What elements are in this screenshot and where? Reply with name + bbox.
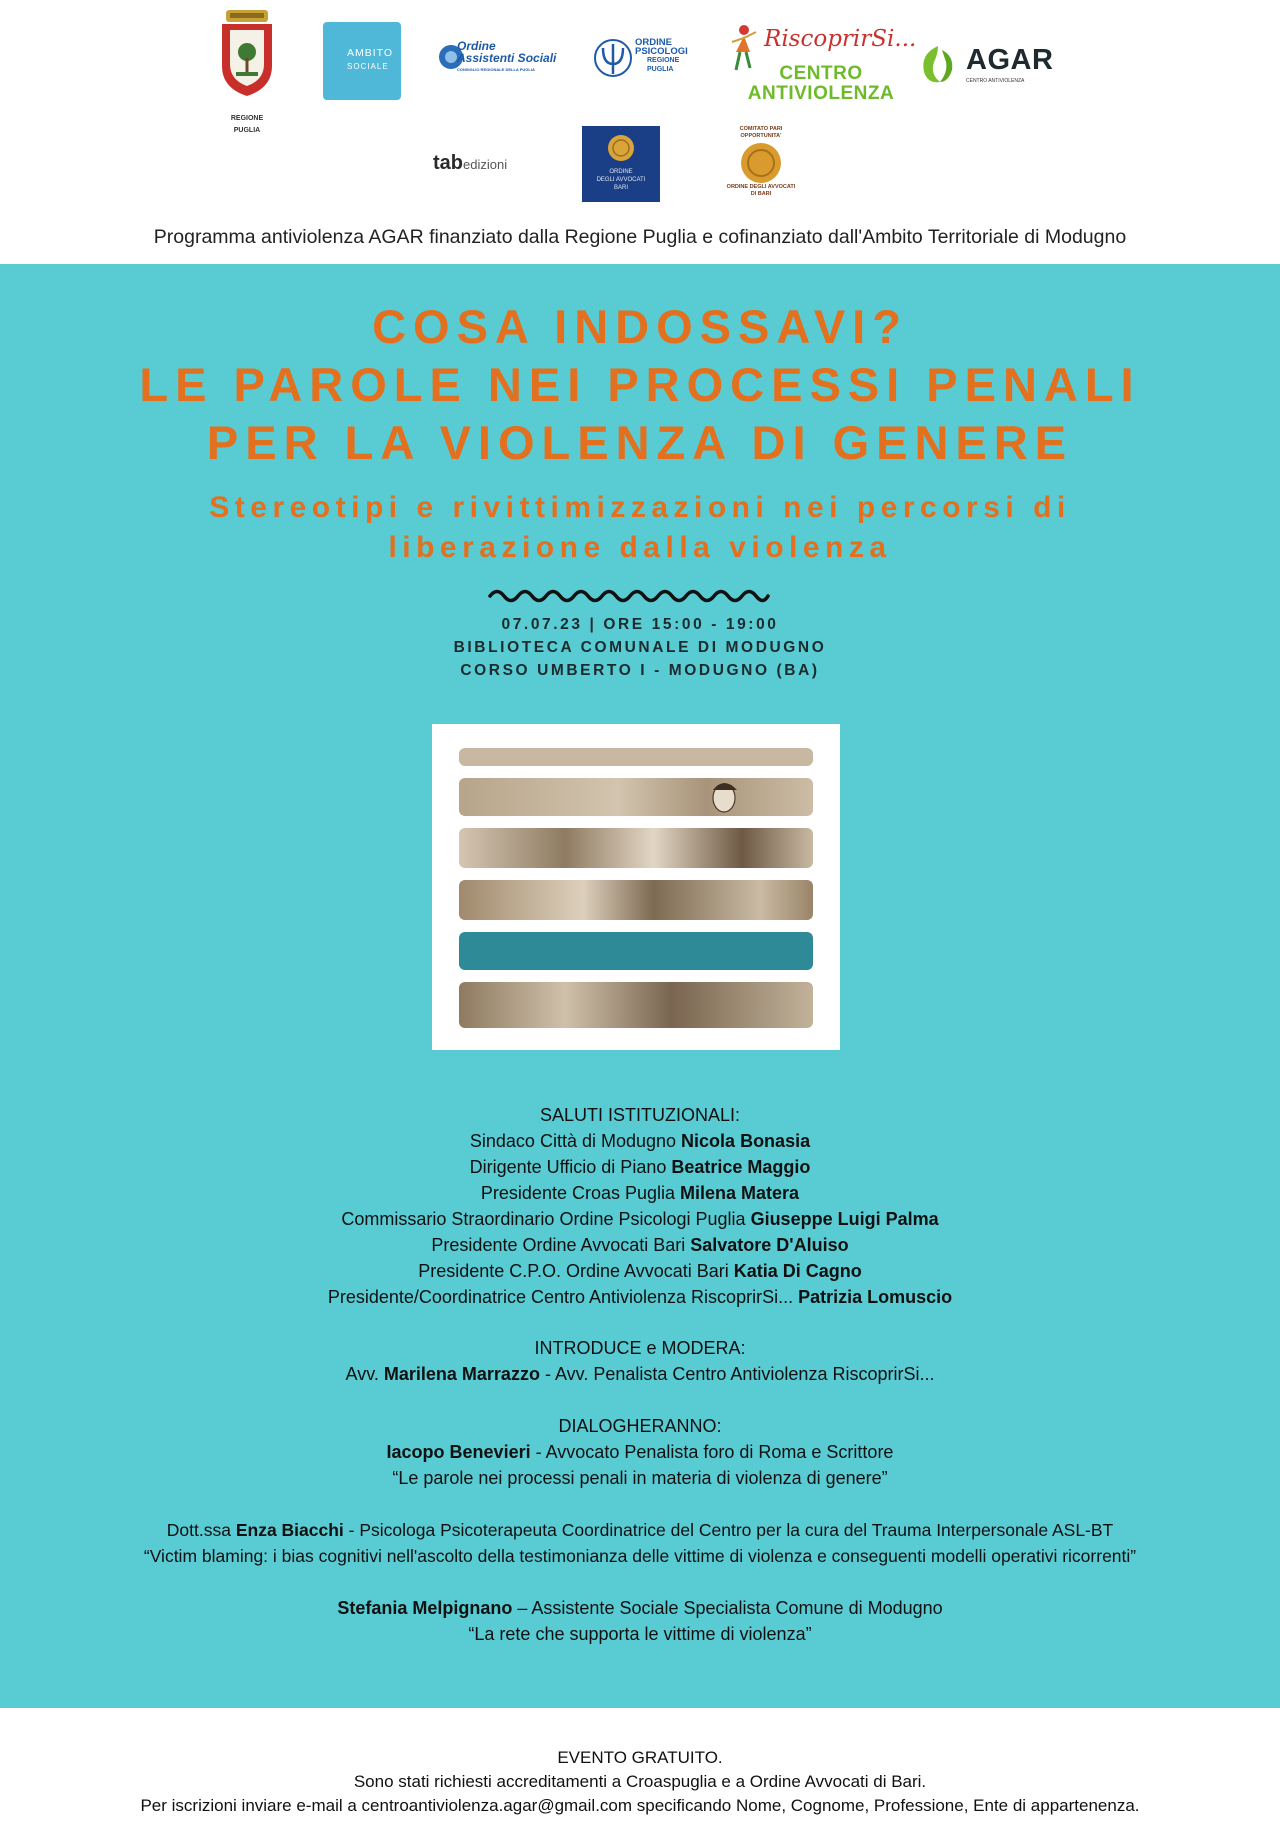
ordine-assistenti-sociali-logo (437, 40, 562, 80)
title-line1: COSA INDOSSAVI? (372, 300, 908, 353)
artwork-strip-3 (459, 828, 813, 868)
saluti-name: Giuseppe Luigi Palma (750, 1209, 939, 1229)
saluti-heading: SALUTI ISTITUZIONALI: (539, 1105, 741, 1125)
riscoprirsi-line2: ANTIVIOLENZA (747, 83, 895, 104)
saluti-role: Presidente C.P.O. Ordine Avvocati Bari (418, 1261, 729, 1281)
speaker-prefix: Dott.ssa (166, 1520, 231, 1540)
regione-puglia-logo (216, 8, 278, 134)
saluti-item (0, 1284, 1280, 1310)
psicologi-line3: REGIONE (647, 57, 680, 64)
saluti-role: Commissario Straordinario Ordine Psicologi Puglia (341, 1209, 746, 1229)
saluti-role: Presidente Ordine Avvocati Bari (431, 1235, 686, 1255)
ordine-psicologi-logo (593, 32, 701, 84)
speaker-name: Iacopo Benevieri (386, 1442, 531, 1462)
modera-line (0, 1361, 1280, 1387)
modera-name: Marilena Marrazzo (383, 1364, 540, 1384)
saluti-item (0, 1128, 1280, 1154)
cpo-seal-icon (740, 142, 782, 184)
tab-edizioni-logo (433, 152, 529, 178)
event-venue: BIBLIOTECA COMUNALE DI MODUGNO (453, 639, 827, 656)
cpo-line2: OPPORTUNITA' (740, 133, 782, 139)
saluti-name: Milena Matera (680, 1183, 800, 1203)
artwork-strip-2 (459, 778, 813, 816)
speaker-talk: “Victim blaming: i bias cognitivi nell'ascolto della testimonianza delle vittime di violenza e conseguenti modelli operativi ricorrenti” (143, 1546, 1137, 1566)
title-line2: LE PAROLE NEI PROCESSI PENALI (139, 358, 1141, 411)
speaker-role: – Assistente Sociale Specialista Comune di Modugno (517, 1598, 943, 1618)
speaker-role: - Psicologa Psicoterapeuta Coordinatrice del Centro per la cura del Trauma Interpersonale ASL-BT (348, 1520, 1114, 1540)
artwork-strip-6 (459, 982, 813, 1028)
funding-statement: Programma antiviolenza AGAR finanziato dalla Regione Puglia e cofinanziato dall'Ambito Territoriale di Modugno (153, 226, 1127, 248)
cpo-avvocati-logo (710, 126, 812, 200)
artwork-frame (432, 724, 840, 1050)
tab-light: edizioni (463, 157, 508, 172)
subtitle-line1: Stereotipi e rivittimizzazioni nei percorsi di (209, 491, 1071, 524)
artwork-strip-4 (459, 880, 813, 920)
assistenti-line1: Ordine (457, 39, 496, 53)
cpo-line4: DI BARI (750, 191, 772, 197)
saluti-role: Presidente Croas Puglia (480, 1183, 676, 1203)
saluti-item (0, 1258, 1280, 1284)
event-address: CORSO UMBERTO I - MODUGNO (BA) (460, 662, 820, 679)
saluti-item (0, 1180, 1280, 1206)
regione-line2: PUGLIA (233, 127, 261, 134)
avvocati-line3: BARI (613, 185, 628, 191)
saluti-item (0, 1232, 1280, 1258)
saluti-name: Patrizia Lomuscio (798, 1287, 953, 1307)
regione-line1: REGIONE (230, 115, 264, 122)
regione-puglia-crest-icon (216, 8, 278, 100)
footer-line2: Sono stati richiesti accreditamenti a Croaspuglia e a Ordine Avvocati di Bari. (353, 1772, 927, 1791)
saluti-name: Salvatore D'Aluiso (690, 1235, 849, 1255)
logo-header (0, 0, 1280, 264)
event-datetime: 07.07.23 | ORE 15:00 - 19:00 (501, 616, 779, 633)
speaker-line (0, 1517, 1280, 1543)
artwork-strip-1 (459, 748, 813, 766)
subtitle-line2: liberazione dalla violenza (388, 531, 892, 564)
avvocati-seal-icon (607, 134, 635, 162)
avvocati-line2: DEGLI AVVOCATI (596, 177, 646, 183)
speaker-role: - Avvocato Penalista foro di Roma e Scrittore (535, 1442, 894, 1462)
psicologi-line1: ORDINE (635, 37, 672, 48)
ambito-line2: SOCIALE (347, 62, 389, 71)
cpo-line1: COMITATO PARI (739, 126, 783, 132)
riscoprirsi-logo (724, 22, 917, 106)
psi-symbol-icon (593, 34, 633, 82)
saluti-role: Presidente/Coordinatrice Centro Antiviolenza RiscoprirSi... (327, 1287, 794, 1307)
assistenti-line2: Assistenti Sociali (457, 51, 557, 65)
agar-name: AGAR (966, 44, 1054, 76)
speaker-name: Stefania Melpignano (337, 1598, 513, 1618)
speaker-name: Enza Biacchi (235, 1520, 344, 1540)
saluti-item (0, 1206, 1280, 1232)
agar-logo (918, 42, 1054, 88)
wavy-divider-icon (488, 585, 770, 607)
artwork-strip-teal (459, 932, 813, 970)
cpo-line3: ORDINE DEGLI AVVOCATI (726, 184, 796, 190)
speaker-line (0, 1595, 1280, 1621)
ambito-line1: AMBITO (347, 47, 394, 59)
speaker-talk: “La rete che supporta le vittime di violenza” (468, 1624, 812, 1644)
modera-heading: INTRODUCE e MODERA: (534, 1338, 746, 1358)
agar-sub: CENTRO ANTIVIOLENZA (966, 78, 1025, 84)
saluti-name: Beatrice Maggio (671, 1157, 811, 1177)
agar-leaf-icon (918, 42, 960, 86)
modera-prefix: Avv. (345, 1364, 379, 1384)
avvocati-line1: ORDINE (609, 169, 633, 175)
footer-line1: EVENTO GRATUITO. (557, 1748, 723, 1767)
saluti-name: Katia Di Cagno (733, 1261, 862, 1281)
saluti-role: Dirigente Ufficio di Piano (469, 1157, 667, 1177)
ambito-sociale-logo (323, 22, 401, 100)
modera-role: - Avv. Penalista Centro Antiviolenza RiscoprirSi... (544, 1364, 935, 1384)
psicologi-line4: PUGLIA (647, 66, 674, 73)
title-line3: PER LA VIOLENZA DI GENERE (206, 416, 1074, 469)
assistenti-line3: CONSIGLIO REGIONALE DELLA PUGLIA (457, 67, 535, 72)
psicologi-line2: PSICOLOGI (635, 46, 688, 57)
riscoprirsi-script: RiscoprirSi... (764, 26, 917, 52)
tab-bold: tab (433, 152, 463, 174)
saluti-name: Nicola Bonasia (681, 1131, 811, 1151)
speaker-talk: “Le parole nei processi penali in materia di violenza di genere” (392, 1468, 888, 1488)
speaker-line (0, 1439, 1280, 1465)
footer-line3: Per iscrizioni inviare e-mail a centroantiviolenza.agar@gmail.com specificando Nome, Cognome, Professione, Ente di appartenenza. (140, 1796, 1140, 1815)
saluti-role: Sindaco Città di Modugno (469, 1131, 677, 1151)
riscoprirsi-line1: CENTRO (779, 63, 863, 84)
woman-portrait-icon (459, 778, 813, 816)
saluti-item (0, 1154, 1280, 1180)
dialogheranno-heading: DIALOGHERANNO: (558, 1416, 722, 1436)
ordine-avvocati-bari-logo (582, 126, 660, 202)
